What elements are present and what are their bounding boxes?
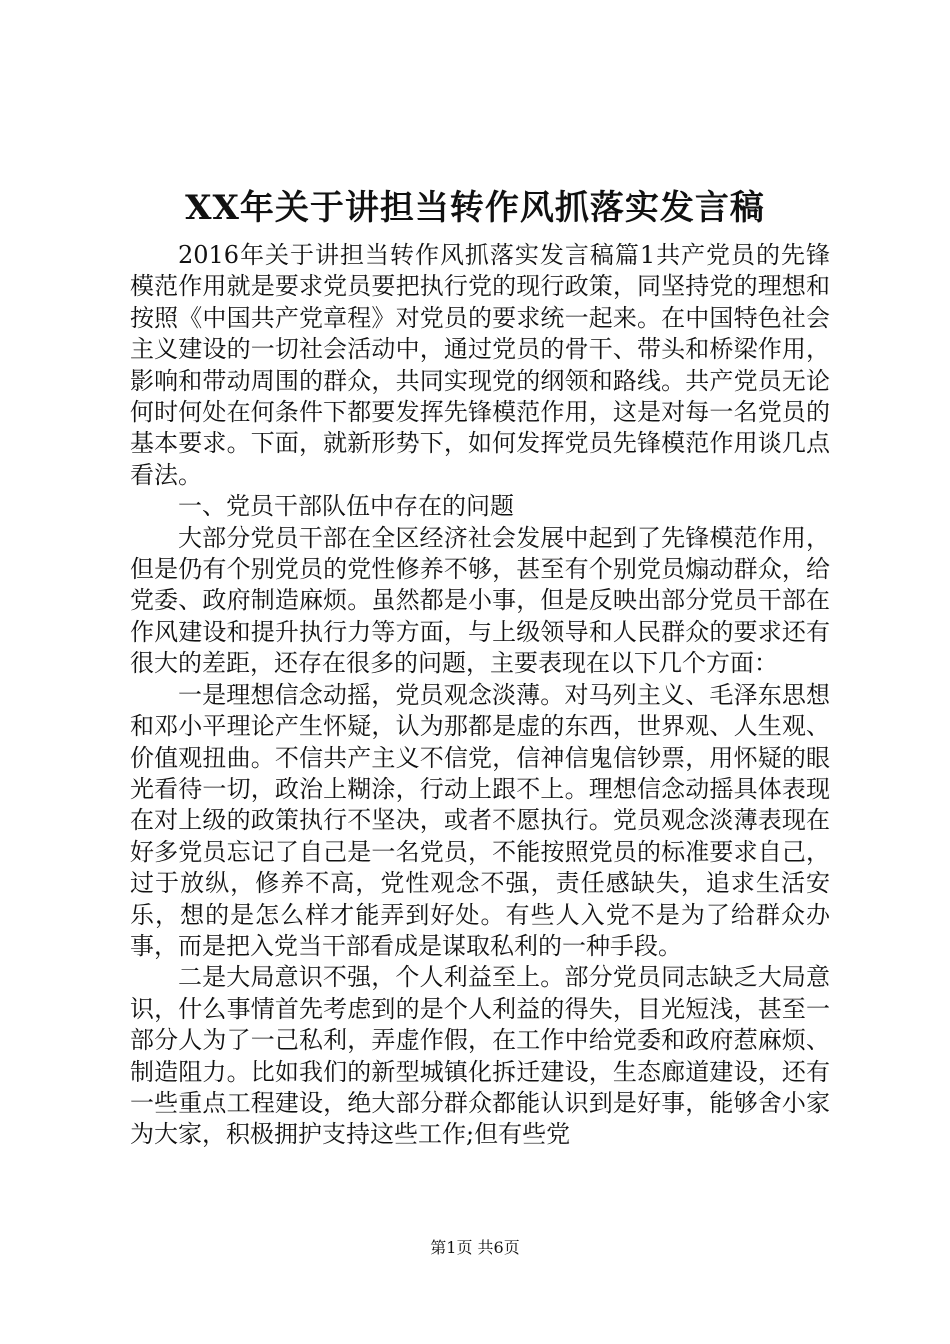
paragraph-intro: 2016年关于讲担当转作风抓落实发言稿篇1共产党员的先锋模范作用就是要求党员要把执行党的现行政策，同坚持党的理想和按照《中国共产党章程》对党员的要求统一起来。在中国特色社会主义建设的一切社会活动中，通过党员的骨干、带头和桥梁作用，影响和带动周围的群众，共同实现党的纲领和路线。共产党员无论何时何处在何条件下都要发挥先锋模范作用，这是对每一名党员的基本要求。下面，就新形势下，如何发挥党员先锋模范作用谈几点看法。 <box>130 241 830 489</box>
document-title: XX年关于讲担当转作风抓落实发言稿 <box>185 188 765 228</box>
document-body <box>130 240 830 1151</box>
paragraph-point-one: 一是理想信念动摇，党员观念淡薄。对马列主义、毛泽东思想和邓小平理论产生怀疑，认为那都是虚的东西，世界观、人生观、价值观扭曲。不信共产主义不信党，信神信鬼信钞票，用怀疑的眼光看待一切，政治上糊涂，行动上跟不上。理想信念动摇具体表现在对上级的政策执行不坚决，或者不愿执行。党员观念淡薄表现在好多党员忘记了自己是一名党员，不能按照党员的标准要求自己，过于放纵，修养不高，党性观念不强，责任感缺失，追求生活安乐，想的是怎么样才能弄到好处。有些人入党不是为了给群众办事，而是把入党当干部看成是谋取私利的一种手段。 <box>130 680 830 960</box>
paragraph-problems: 大部分党员干部在全区经济社会发展中起到了先锋模范作用，但是仍有个别党员的党性修养不够，甚至有个别党员煽动群众，给党委、政府制造麻烦。虽然都是小事，但是反映出部分党员干部在作风建设和提升执行力等方面，与上级领导和人民群众的要求还有很大的差距，还存在很多的问题，主要表现在以下几个方面： <box>130 523 830 678</box>
paragraph-point-two: 二是大局意识不强，个人利益至上。部分党员同志缺乏大局意识，什么事情首先考虑到的是个人利益的得失，目光短浅，甚至一部分人为了一己私利，弄虚作假，在工作中给党委和政府惹麻烦、制造阻力。比如我们的新型城镇化拆迁建设，生态廊道建设，还有一些重点工程建设，绝大部分群众都能认识到是好事，能够舍小家为大家，积极拥护支持这些工作;但有些党 <box>130 963 830 1149</box>
section-heading: 一、党员干部队伍中存在的问题 <box>178 492 514 521</box>
page-number-footer: 第1页 共6页 <box>430 1238 520 1257</box>
